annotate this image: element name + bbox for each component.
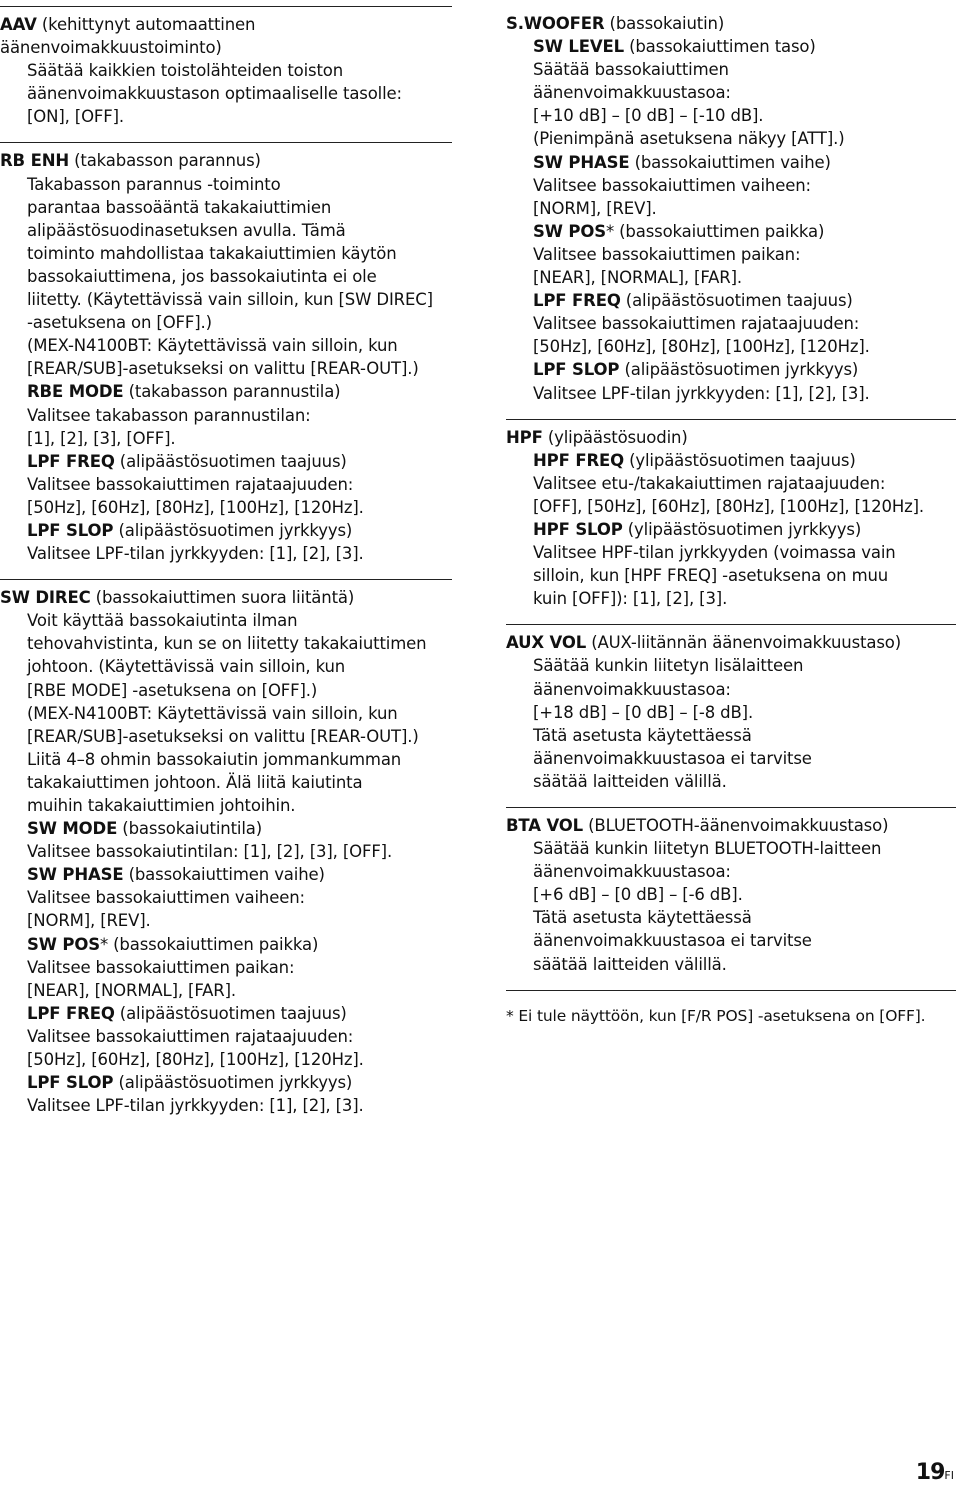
sub-setting-name: SW PHASE [27, 865, 124, 885]
sub-setting-name: SW POS [27, 934, 100, 954]
setting-name: RB ENH [0, 151, 70, 171]
sub-setting-name: HPF FREQ [533, 450, 624, 470]
section-aav: AAV (kehittynyt automaattinen äänenvoimakkuustoiminto) Säätää kaikkien toistolähteiden toiston äänenvoimakkuustason optimaaliselle tasolle: [ON], [OFF]. [0, 6, 452, 142]
sub-setting-name: LPF SLOP [27, 1073, 114, 1093]
setting-name: AUX VOL [506, 633, 587, 653]
sub-setting-name: LPF FREQ [27, 1003, 115, 1023]
section-aux-vol: AUX VOL (AUX-liitännän äänenvoimakkuustaso) Säätää kunkin liitetyn lisälaitteen äänenvoimakkuustasoa: [+18 dB] – [0 dB] – [-8 dB]. Tätä asetusta käytettäessä äänenvoimakkuustasoa ei tarvitse säätää laitteiden välillä. [506, 624, 956, 807]
setting-name: AAV [0, 15, 37, 34]
setting-name: HPF [506, 427, 543, 447]
footnote: * Ei tule näyttöön, kun [F/R POS] -asetuksena on [OFF]. [506, 990, 956, 1028]
right-column [506, 6, 956, 1028]
sub-setting-name: HPF SLOP [533, 519, 623, 539]
setting-name: S.WOOFER [506, 14, 605, 33]
sub-setting-name: SW POS [533, 221, 606, 241]
sub-setting-name: SW PHASE [533, 152, 630, 172]
section-bta-vol: BTA VOL (BLUETOOTH-äänenvoimakkuustaso) Säätää kunkin liitetyn BLUETOOTH-laitteen äänenvoimakkuustasoa: [+6 dB] – [0 dB] – [-6 dB]. Tätä asetusta käytettäessä äänenvoimakkuustasoa ei tarvitse säätää laitteiden välillä. [506, 807, 956, 990]
sub-setting-name: RBE MODE [27, 382, 124, 402]
sub-setting-name: LPF SLOP [27, 520, 114, 540]
sub-setting-name: LPF FREQ [533, 291, 621, 311]
sub-setting-name: SW MODE [27, 819, 118, 839]
setting-name: BTA VOL [506, 816, 584, 835]
sub-setting-name: LPF SLOP [533, 360, 620, 380]
section-sw-direc: SW DIREC (bassokaiuttimen suora liitäntä) Voit käyttää bassokaiutinta ilman tehovahvistinta, kun se on liitetty takakaiuttimen johtoon. (Käytettävissä vain silloin, kun [RBE MODE] -asetuksena on [OFF].) (MEX-N4100BT: Käytettävissä vain silloin, kun [REAR/SUB]-asetukseksi on valittu [REAR-OUT].) Liitä 4–8 ohmin bassokaiutin jommankumman takakaiuttimen johtoon. Älä liitä kaiutinta muihin takakaiuttimien johtoihin. SW MODE (bassokaiutintila) Valitsee bassokaiutintilan: [1], [2], [3], [OFF]. SW PHASE (bassokaiuttimen vaihe) Valitsee bassokaiuttimen vaiheen: [NORM], [REV]. SW POS* (bassokaiuttimen paikka) Valitsee bassokaiuttimen paikan: [NEAR], [NORMAL], [FAR]. LPF FREQ (alipäästösuotimen taajuus) Valitsee bassokaiuttimen rajataajuuden: [50Hz], [60Hz], [80Hz], [100Hz], [120Hz]. LPF SLOP (alipäästösuotimen jyrkkyys) Valitsee LPF-tilan jyrkkyyden: [1], [2], [3]. [0, 579, 452, 1131]
sub-setting-name: SW LEVEL [533, 37, 624, 57]
section-s-woofer: S.WOOFER (bassokaiutin) SW LEVEL (bassokaiuttimen taso) Säätää bassokaiuttimen äänenvoimakkuustasoa: [+10 dB] – [0 dB] – [-10 dB]. (Pienimpänä asetuksena näkyy [ATT].) SW PHASE (bassokaiuttimen vaihe) Valitsee bassokaiuttimen vaiheen: [NORM], [REV]. SW POS* (bassokaiuttimen paikka) Valitsee bassokaiuttimen paikan: [NEAR], [NORMAL], [FAR]. LPF FREQ (alipäästösuotimen taajuus) Valitsee bassokaiuttimen rajataajuuden: [50Hz], [60Hz], [80Hz], [100Hz], [120Hz]. LPF SLOP (alipäästösuotimen jyrkkyys) Valitsee LPF-tilan jyrkkyyden: [1], [2], [3]. [506, 14, 870, 403]
section-rb-enh: RB ENH (takabasson parannus) Takabasson parannus -toiminto parantaa bassoääntä takakaiuttimien alipäästösuodinasetuksen avulla. Tämä toiminto mahdollistaa takakaiuttimien käytön bassokaiuttimena, jos bassokaiutinta ei ole liitetty. (Käytettävissä vain silloin, kun [SW DIREC] -asetuksena on [OFF].) (MEX-N4100BT: Käytettävissä vain silloin, kun [REAR/SUB]-asetukseksi on valittu [REAR-OUT].) RBE MODE (takabasson parannustila) Valitsee takabasson parannustilan: [1], [2], [3], [OFF]. LPF FREQ (alipäästösuotimen taajuus) Valitsee bassokaiuttimen rajataajuuden: [50Hz], [60Hz], [80Hz], [100Hz], [120Hz]. LPF SLOP (alipäästösuotimen jyrkkyys) Valitsee LPF-tilan jyrkkyyden: [1], [2], [3]. [0, 142, 452, 579]
setting-name: SW DIREC [0, 588, 91, 608]
section-hpf: HPF (ylipäästösuodin) HPF FREQ (ylipäästösuotimen taajuus) Valitsee etu-/takakaiuttimen rajataajuuden: [OFF], [50Hz], [60Hz], [80Hz], [100Hz], [120Hz]. HPF SLOP (ylipäästösuotimen jyrkkyys) Valitsee HPF-tilan jyrkkyyden (voimassa vain silloin, kun [HPF FREQ] -asetuksena on muu kuin [OFF]): [1], [2], [3]. [506, 419, 956, 625]
sub-setting-name: LPF FREQ [27, 451, 115, 471]
left-column [0, 6, 452, 1131]
language-suffix: FI [944, 1469, 954, 1482]
page-number: 19FI [915, 1460, 954, 1485]
